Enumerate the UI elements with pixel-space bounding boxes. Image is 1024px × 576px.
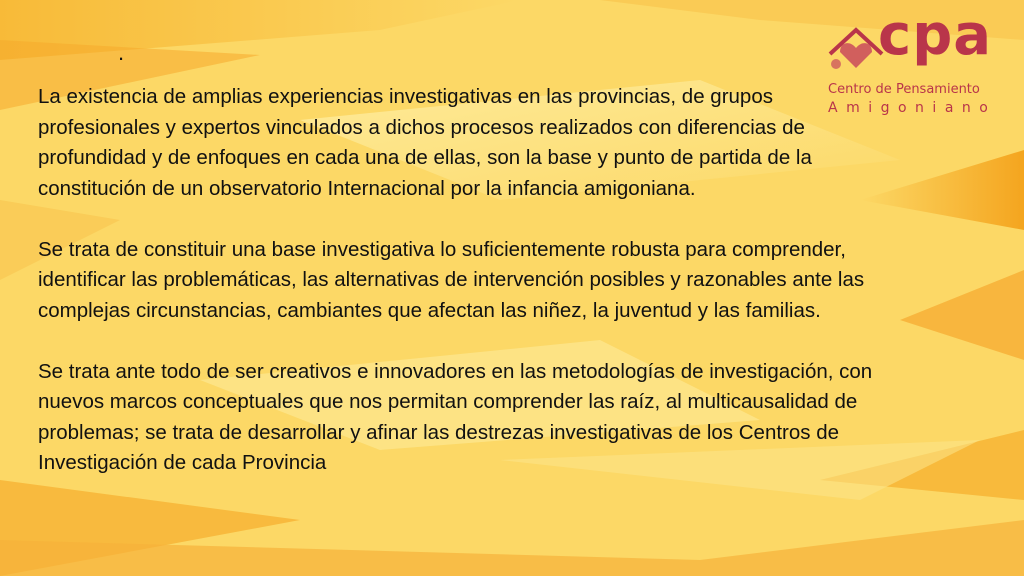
slide-body (38, 82, 878, 509)
house-heart-icon (826, 24, 886, 78)
logo-subtitle-2: Amigoniano (828, 100, 997, 116)
bullet-marker: . (118, 40, 125, 65)
paragraph-3: Se trata ante todo de ser creativos e innovadores en las metodologías de investigación, con nuevos marcos conceptuales que nos permitan comprender las raíz, al multicausalidad de problemas; se trata de desarrollar y afinar las destrezas investigativas de los Centros de Investigación de cada Provincia (38, 359, 873, 474)
paragraph-1: La existencia de amplias experiencias investigativas en las provincias, de grupos profesionales y expertos vinculados a dichos procesos realizados con diferencias de profundidad y de enfoques en cada una de ellas, son la base y punto de partida de la constitución de un observatorio Internacional por la infancia amigoniana. (38, 85, 812, 200)
paragraph-2: Se trata de constituir una base investigativa lo suficientemente robusta para comprender, identificar las problemáticas, las alternativas de intervención posibles y razonables ante las complejas circunstancias, cambiantes que afectan las niñez, la juventud y las familias. (38, 237, 865, 322)
logo-wordmark: cpa (878, 3, 993, 68)
logo-subtitle: Centro de Pensamiento (828, 82, 980, 97)
